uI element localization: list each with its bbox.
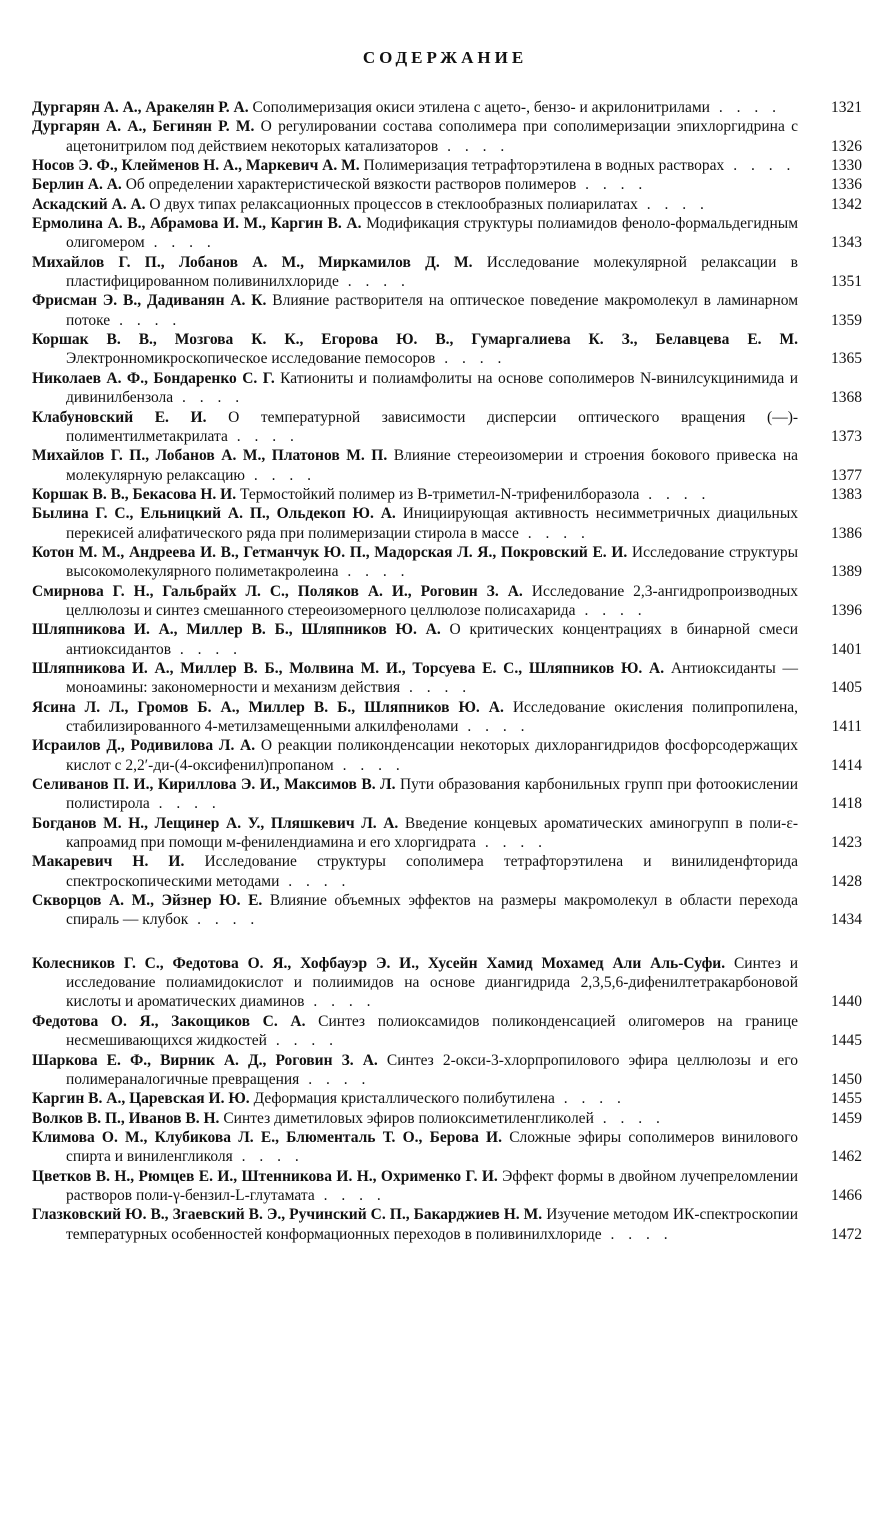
entry-page-number: 1365	[831, 350, 862, 368]
toc-entry	[32, 543, 862, 582]
leader-dots: . . . .	[639, 485, 711, 503]
entry-title: Модификация структуры полиамидов феноло-формальдегидным олигомером	[66, 215, 799, 252]
toc-entry	[32, 485, 862, 504]
leader-dots: . . . .	[173, 389, 245, 407]
toc-entry	[32, 504, 862, 543]
entry-title: Влияние объемных эффектов на размеры макромолекул в области перехода спираль — клубок	[66, 892, 798, 929]
leader-dots: . . . .	[338, 563, 410, 581]
toc-entry	[32, 98, 862, 117]
entry-page-number: 1321	[831, 99, 862, 116]
entry-authors: Глазковский Ю. В., Згаевский В. Э., Ручинский С. П., Бакарджиев Н. М.	[32, 1206, 543, 1224]
entry-title: Синтез 2-окси-3-хлорпропилового эфира целлюлозы и его полимераналогичные превращения	[66, 1051, 799, 1088]
entry-page-number: 1343	[831, 234, 862, 252]
entry-page-number: 1472	[831, 1225, 862, 1243]
toc-entry	[32, 253, 862, 292]
entry-authors: Николаев А. Ф., Бондаренко С. Г.	[32, 369, 275, 387]
entry-page-number: 1326	[831, 137, 862, 155]
toc-entry	[32, 195, 862, 214]
entry-title: О температурной зависимости дисперсии оптического вращения (—)-полиментилметакрилата	[66, 408, 799, 445]
entry-title: Сополимеризация окиси этилена с ацето-, бензо- и акрилонитрилами	[252, 99, 710, 116]
entry-authors: Федотова О. Я., Закощиков С. А.	[32, 1012, 306, 1030]
entry-title: Синтез диметиловых эфиров полиоксиметиленгликолей	[223, 1109, 594, 1127]
entry-page-number: 1336	[831, 176, 862, 194]
entry-authors: Ермолина А. В., Абрамова И. М., Каргин В. А.	[32, 215, 362, 233]
toc-entry	[32, 291, 862, 330]
entry-authors: Смирнова Г. Н., Гальбрайх Л. С., Поляков А. И., Роговин З. А.	[32, 582, 523, 600]
entry-page-number: 1450	[831, 1070, 862, 1088]
entry-title: Электронномикроскопическое исследование пемосоров	[66, 350, 436, 368]
toc-entry	[32, 408, 862, 447]
entry-page-number: 1418	[831, 795, 862, 813]
entry-page-number: 1401	[831, 640, 862, 658]
toc-entry	[32, 446, 862, 485]
entry-page-number: 1342	[831, 195, 862, 213]
entry-authors: Коршак В. В., Мозгова К. К., Егорова Ю. В., Гумаргалиева К. З., Белавцева Е. М.	[32, 331, 798, 349]
entry-page-number: 1434	[831, 911, 862, 929]
page-title: СОДЕРЖАНИЕ	[362, 48, 528, 67]
toc-entry	[32, 659, 862, 698]
toc-entry	[32, 582, 862, 621]
entry-authors: Михайлов Г. П., Лобанов А. М., Миркамилов Д. М.	[32, 253, 473, 271]
entry-page-number: 1405	[831, 679, 862, 697]
leader-dots: . . . .	[188, 911, 260, 929]
entry-title: О реакции поликонденсации некоторых дихлорангидридов фосфорсодержащих кислот с 2,2′-ди-(4-оксифенил)пропаном	[66, 737, 799, 774]
entry-authors: Котон М. М., Андреева И. В., Гетманчук Ю. П., Мадорская Л. Я., Покровский Е. И.	[32, 543, 628, 561]
toc-entry	[32, 214, 862, 253]
toc-entry	[32, 330, 862, 369]
entry-authors: Шаркова Е. Ф., Вирник А. Д., Роговин З. А.	[32, 1051, 378, 1069]
leader-dots: . . . .	[576, 176, 648, 194]
entry-title: Исследование окисления полипропилена, стабилизированного 4-метилзамещенными алкилфенолами	[66, 698, 798, 735]
entry-title: Инициирующая активность несимметричных диацильных перекисей алифатического ряда при полимеризации стирола в массе	[66, 505, 798, 542]
entry-authors: Селиванов П. И., Кириллова Э. И., Максимов В. Л.	[32, 776, 396, 794]
entry-title: О критических концентрациях в бинарной смеси антиоксидантов	[66, 621, 799, 658]
entry-authors: Ясина Л. Л., Громов Б. А., Миллер В. Б., Шляпников Ю. А.	[32, 698, 504, 716]
entry-title: Влияние стереоизомерии и строения бокового привеска на молекулярную релаксацию	[66, 447, 798, 484]
entry-page-number: 1423	[831, 834, 862, 852]
entry-title: Влияние растворителя на оптическое поведение макромолекул в ламинарном потоке	[66, 292, 799, 329]
entry-authors: Фрисман Э. В., Дадиванян А. К.	[32, 292, 267, 310]
toc-entry	[32, 736, 862, 775]
leader-dots: . . . .	[637, 195, 709, 213]
toc-entry	[32, 954, 862, 1012]
entry-page-number: 1373	[831, 427, 862, 445]
entry-page-number: 1359	[831, 311, 862, 329]
entry-authors: Цветков В. Н., Рюмцев Е. И., Штенникова И. Н., Охрименко Г. И.	[32, 1167, 498, 1185]
entry-title: Об определении характеристической вязкости растворов полимеров	[125, 176, 577, 194]
entry-page-number: 1414	[831, 756, 862, 774]
leader-dots: . . . .	[458, 718, 530, 735]
toc-entry	[32, 814, 862, 853]
leader-dots: . . . .	[601, 1225, 673, 1243]
entry-authors: Былина Г. С., Ельницкий А. П., Ольдекоп Ю. А.	[32, 505, 396, 523]
leader-dots: . . . .	[338, 273, 410, 291]
leader-dots: . . . .	[266, 1032, 338, 1050]
toc-entry	[32, 1051, 862, 1090]
entry-authors: Макаревич Н. И.	[32, 853, 185, 871]
entry-page-number: 1396	[831, 601, 862, 619]
entry-authors: Аскадский А. А.	[32, 195, 146, 213]
entry-authors: Берлин А. А.	[32, 176, 122, 194]
entry-title: Пути образования карбонильных групп при фотоокислении полистирола	[66, 776, 799, 813]
entry-authors: Михайлов Г. П., Лобанов А. М., Платонов М. П.	[32, 447, 388, 465]
entry-title: Термостойкий полимер из B-триметил-N-трифенилборазола	[239, 485, 640, 503]
leader-dots: . . . .	[314, 1186, 386, 1204]
entry-page-number: 1445	[831, 1032, 862, 1050]
leader-dots: . . . .	[518, 524, 590, 542]
entry-authors: Шляпникова И. А., Миллер В. Б., Молвина М. И., Торсуева Е. С., Шляпников Ю. А.	[32, 659, 665, 677]
table-of-contents	[32, 98, 862, 1244]
leader-dots: . . . .	[299, 1070, 371, 1088]
entry-authors: Климова О. М., Клубикова Л. Е., Блюменталь Т. О., Берова И.	[32, 1128, 502, 1146]
leader-dots: . . . .	[724, 157, 796, 175]
leader-dots: . . . .	[232, 1148, 304, 1166]
entry-title: Деформация кристаллического полибутилена	[253, 1090, 555, 1108]
leader-dots: . . . .	[144, 234, 216, 252]
entry-authors: Дургарян А. А., Аракелян Р. А.	[32, 99, 249, 116]
toc-entry	[32, 369, 862, 408]
leader-dots: . . . .	[435, 350, 507, 368]
leader-dots: . . . .	[244, 466, 316, 484]
entry-title: О двух типах релаксационных процессов в стеклообразных полиарилатах	[149, 195, 638, 213]
toc-entry	[32, 1167, 862, 1206]
entry-title: Исследование структуры сополимера тетрафторэтилена и винилиденфторида спектроскопическими методами	[66, 853, 799, 890]
leader-dots: . . . .	[110, 311, 182, 329]
leader-dots: . . . .	[438, 137, 510, 155]
entry-title: Исследование молекулярной релаксации в пластифицированном поливинилхлориде	[66, 253, 798, 291]
leader-dots: . . . .	[279, 872, 351, 890]
entry-page-number: 1386	[831, 524, 862, 542]
entry-authors: Клабуновский Е. И.	[32, 408, 207, 426]
entry-title: Изучение методом ИК-спектроскопии температурных особенностей конформационных переходов в поливинилхлориде	[66, 1206, 798, 1243]
leader-dots: . . . .	[149, 795, 221, 813]
toc-entry	[32, 620, 862, 659]
entry-authors: Коршак В. В., Бекасова Н. И.	[32, 485, 237, 503]
toc-entry	[32, 1128, 862, 1167]
toc-entry	[32, 1109, 862, 1128]
entry-authors: Волков В. П., Иванов В. Н.	[32, 1109, 220, 1127]
entry-title: Синтез и исследование полиамидокислот и полиимидов на основе диангидрида 2,3,5,6-дифенилтетракарбоновой кислоты и ароматических диаминов	[66, 954, 799, 1011]
entry-page-number: 1459	[831, 1109, 862, 1127]
entry-page-number: 1411	[831, 718, 862, 735]
entry-title: Полимеризация тетрафторэтилена в водных растворах	[363, 157, 725, 175]
leader-dots: . . . .	[593, 1109, 665, 1127]
entry-title: Антиоксиданты — моноамины: закономерности и механизм действия	[66, 659, 799, 697]
entry-title: Эффект формы в двойном лучепреломлении растворов поли-γ-бензил-L-глутамата	[66, 1167, 798, 1204]
leader-dots: . . . .	[227, 427, 299, 445]
leader-dots: . . . .	[400, 679, 472, 697]
entry-title: Катиониты и полиамфолиты на основе сополимеров N-винилсукцинимида и дивинилбензола	[66, 369, 799, 407]
entry-title: Исследование структуры высокомолекулярного полиметакролеина	[66, 543, 798, 581]
toc-entry	[32, 175, 862, 194]
leader-dots: . . . .	[333, 756, 405, 774]
toc-entry	[32, 1205, 862, 1244]
entry-authors: Носов Э. Ф., Клейменов Н. А., Маркевич А. М.	[32, 157, 360, 175]
entry-page-number: 1462	[831, 1148, 862, 1166]
entry-page-number: 1440	[831, 993, 862, 1011]
entry-title: Сложные эфиры сополимеров винилового спирта и виниленгликоля	[66, 1128, 798, 1166]
entry-authors: Шляпникова И. А., Миллер В. Б., Шляпников Ю. А.	[32, 621, 441, 639]
toc-entry	[32, 852, 862, 891]
toc-entry	[32, 698, 862, 737]
entry-authors: Богданов М. Н., Лещинер А. У., Пляшкевич Л. А.	[32, 814, 399, 832]
entry-authors: Скворцов А. М., Эйзнер Ю. Е.	[32, 892, 263, 910]
entry-page-number: 1330	[831, 157, 862, 175]
leader-dots: . . . .	[476, 834, 547, 852]
toc-entry	[32, 156, 862, 175]
entry-page-number: 1383	[831, 485, 862, 503]
entry-authors: Дургарян А. А., Бегинян Р. М.	[32, 118, 255, 136]
entry-title: Синтез полиоксамидов поликонденсацией олигомеров на границе несмешивающихся жидкостей	[66, 1012, 798, 1050]
entry-authors: Каргин В. А., Царевская И. Ю.	[32, 1090, 250, 1108]
entry-page-number: 1351	[831, 273, 862, 291]
entry-title: О регулировании состава сополимера при сополимеризации эпихлоргидрина с ацетонитрилом под действием некоторых катализаторов	[66, 118, 798, 155]
leader-dots: . . . .	[575, 601, 647, 619]
leader-dots: . . . .	[304, 993, 376, 1011]
entry-authors: Исраилов Д., Родивилова Л. А.	[32, 737, 256, 755]
entry-title: Введение концевых ароматических аминогрупп в поли-ε-капроамид при помощи м-фенилендиамина и его хлоргидрата	[66, 814, 798, 852]
leader-dots: . . . .	[171, 640, 243, 658]
entry-page-number: 1377	[831, 466, 862, 484]
leader-dots: . . . .	[554, 1090, 626, 1108]
toc-entry	[32, 117, 862, 156]
entry-title: Исследование 2,3-ангидропроизводных целлюлозы и синтез смешанного стереоизомерного целлюлозе полисахарида	[66, 582, 798, 619]
entry-page-number: 1466	[831, 1186, 862, 1204]
toc-entry	[32, 775, 862, 814]
entry-authors: Колесников Г. С., Федотова О. Я., Хофбауэр Э. И., Хусейн Хамид Мохамед Али Аль-Суфи.	[32, 954, 726, 972]
toc-entry	[32, 891, 862, 930]
toc-entry	[32, 1012, 862, 1051]
entry-page-number: 1455	[831, 1090, 862, 1108]
toc-entry	[32, 1089, 862, 1108]
entry-page-number: 1389	[831, 563, 862, 581]
entry-page-number: 1368	[831, 389, 862, 407]
entry-page-number: 1428	[831, 872, 862, 890]
leader-dots: . . . .	[709, 99, 781, 116]
